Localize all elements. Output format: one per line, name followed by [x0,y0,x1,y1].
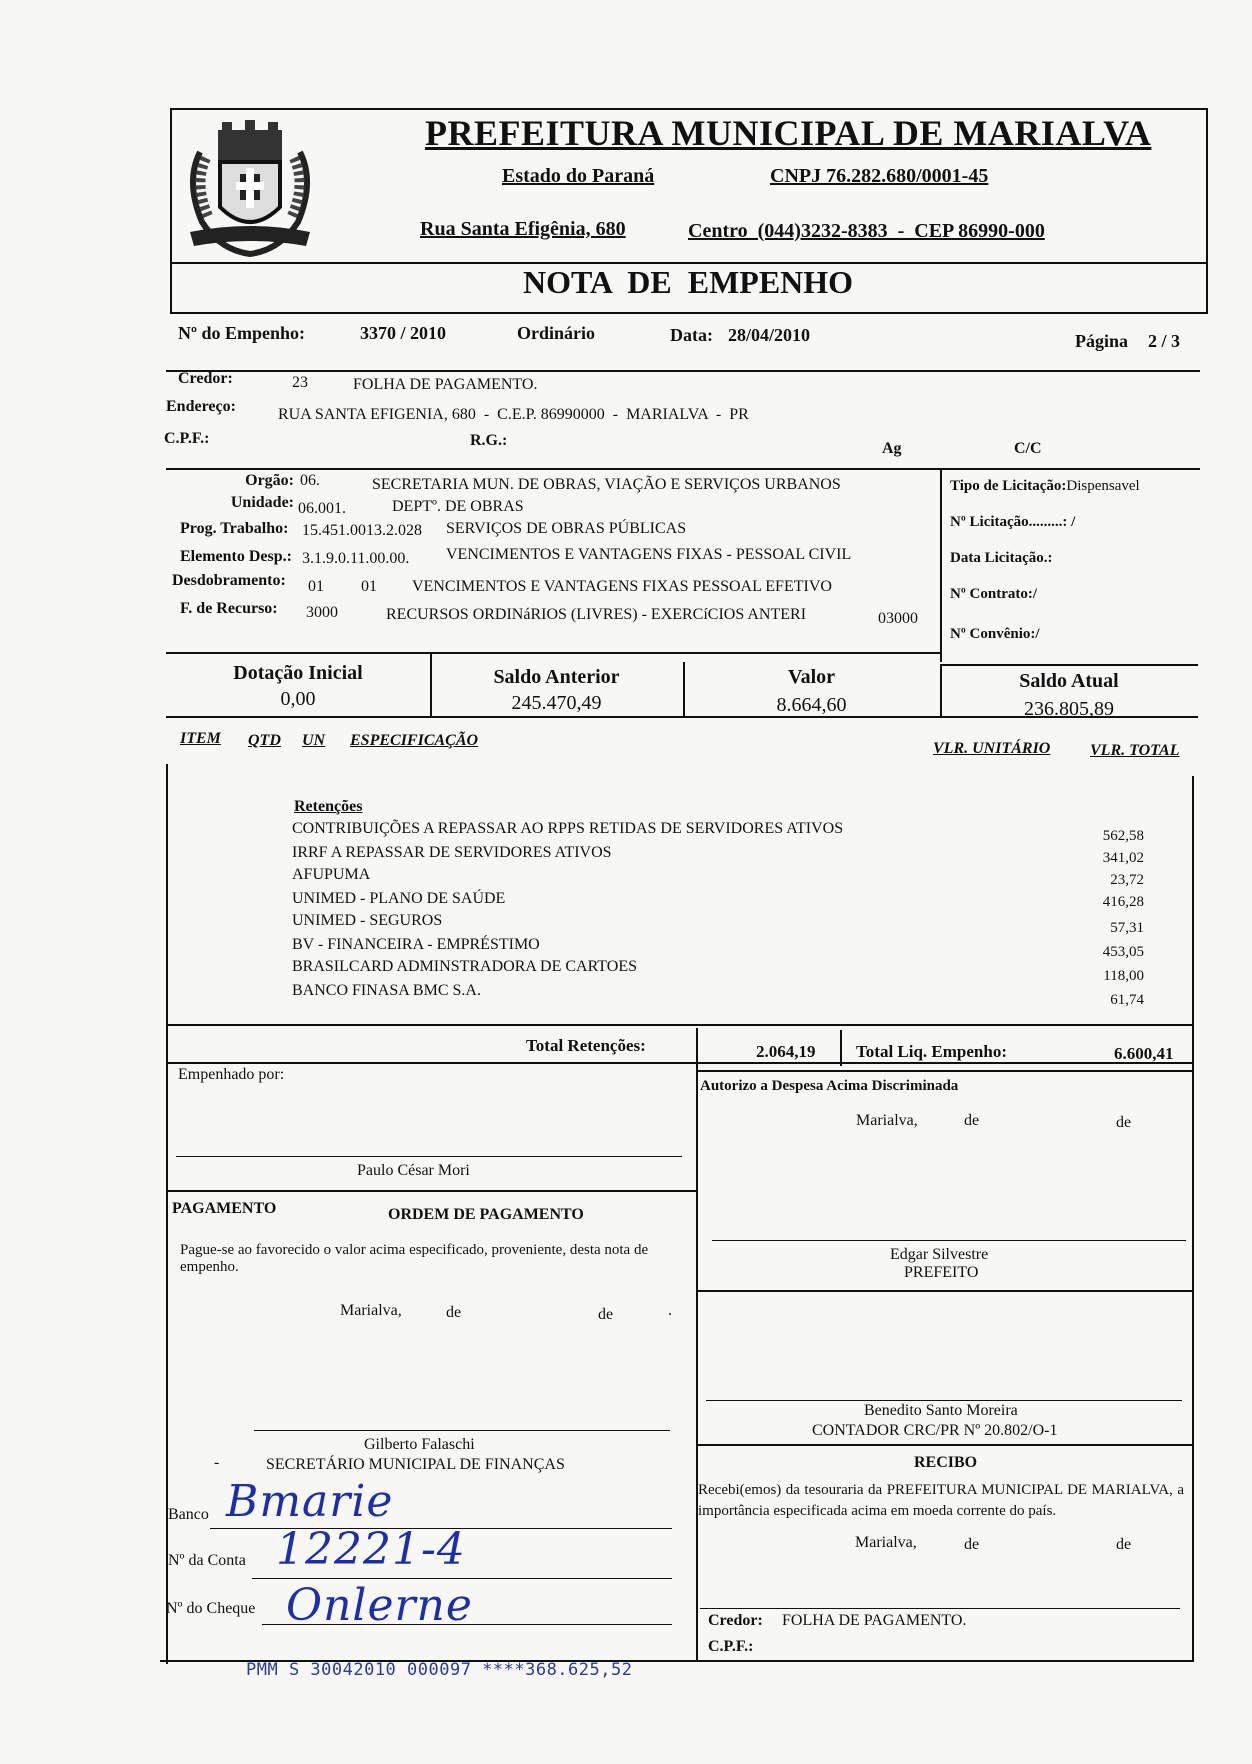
retencao-desc: BV - FINANCEIRA - EMPRÉSTIMO [292,936,540,953]
page-number: 2 / 3 [1148,331,1181,351]
contrato-label: Nº Contrato:/ [950,586,1038,602]
licitacao-tipo-value: Dispensavel [1066,478,1140,494]
desdobramento-code-2: 01 [361,578,377,595]
recibo-credor-value: FOLHA DE PAGAMENTO. [782,1612,967,1629]
empenho-number: 3370 / 2010 [360,323,447,343]
retencao-value: 118,00 [1103,968,1144,984]
list-item [292,890,1192,914]
endereco-label: Endereço: [166,398,236,415]
credor-name: FOLHA DE PAGAMENTO. [353,376,538,393]
list-item [292,820,1192,844]
page-label: Página [1075,331,1129,351]
prog-label: Prog. Trabalho: [180,520,289,537]
cnpj-label: CNPJ 76.282.680/0001-45 [770,165,989,187]
licitacao-tipo [950,478,1140,495]
desdobramento-code-1: 01 [308,578,324,595]
autorizo-de-2: de [1116,1114,1132,1131]
document-title: NOTA DE EMPENHO [522,264,854,300]
saldo-anterior-value: 245.470,49 [511,692,602,714]
recibo-cpf-label: C.P.F.: [708,1638,754,1655]
retencoes-title: Retenções [294,798,363,815]
empenhado-por-label: Empenhado por: [178,1066,285,1083]
unidade-desc: DEPTº. DE OBRAS [392,498,524,515]
total-retencoes-value: 2.064,19 [756,1042,816,1061]
orgao-label: Orgão: [245,472,294,489]
ordem-pagamento-label: ORDEM DE PAGAMENTO [388,1206,584,1223]
list-item [292,866,1192,890]
total-liquido-label: Total Liq. Empenho: [856,1042,1007,1061]
unidade-code: 06.001. [298,500,346,517]
pague-se-text: Pague-se ao favorecido o valor acima especificado, proveniente, desta nota de empenho. [180,1242,649,1275]
recibo-credor-label: Credor: [708,1612,763,1629]
autorizo-label: Autorizo a Despesa Acima Discriminada [700,1078,959,1094]
address-label: Rua Santa Efigênia, 680 [420,218,626,240]
ag-label: Ag [882,440,902,457]
retencao-desc: IRRF A REPASSAR DE SERVIDORES ATIVOS [292,844,612,861]
convenio-label: Nº Convênio:/ [950,626,1040,642]
orgao-code: 06. [300,472,320,489]
retencao-value: 341,02 [1102,850,1144,866]
ordem-de-1: de [446,1304,462,1321]
col-item: ITEM [180,730,221,747]
col-especificacao: ESPECIFICAÇÃO [350,732,479,749]
cheque-handwriting: Onlerne [286,1580,473,1631]
licitacao-date: Data Licitação.: [950,550,1053,566]
fonte-label: F. de Recurso: [180,600,278,617]
municipality-title: PREFEITURA MUNICIPAL DE MARIALVA [425,113,1152,153]
saldo-anterior-label: Saldo Anterior [493,666,620,688]
col-vlr-unitario: VLR. UNITÁRIO [933,740,1051,757]
secretario-name: Gilberto Falaschi [364,1436,475,1453]
retencao-desc: UNIMED - SEGUROS [292,912,443,929]
col-vlr-total: VLR. TOTAL [1090,742,1180,759]
cheque-label: Nº do Cheque [166,1600,256,1617]
list-item [292,982,1192,1006]
empenho-date-label: Data: [670,325,713,345]
conta-label: Nº da Conta [168,1552,246,1569]
col-qtd: QTD [248,732,281,749]
autorizo-de-1: de [964,1112,980,1129]
ordem-dot: . [668,1302,672,1319]
secretario-title: SECRETÁRIO MUNICIPAL DE FINANÇAS [266,1456,565,1473]
fonte-desc: RECURSOS ORDINáRIOS (LIVRES) - EXERCíCIOS ANTERI [386,606,807,623]
elemento-code: 3.1.9.0.11.00.00. [302,550,410,567]
retencao-value: 57,31 [1110,920,1144,936]
retencao-desc: UNIMED - PLANO DE SAÚDE [292,890,506,907]
endereco-value: RUA SANTA EFIGENIA, 680 - C.E.P. 86990000 - MARIALVA - PR [278,406,749,423]
desdobramento-label: Desdobramento: [172,572,286,589]
empenho-number-label: Nº do Empenho: [178,323,305,343]
prog-code: 15.451.0013.2.028 [302,522,422,539]
retencao-value: 453,05 [1102,944,1144,960]
coat-of-arms-icon [180,112,320,260]
state-label: Estado do Paraná [502,165,655,187]
banco-handwriting: Bmarie [226,1476,394,1527]
dotacao-value: 0,00 [280,688,316,710]
recibo-de-2: de [1116,1536,1132,1553]
banco-label: Banco [168,1506,209,1523]
col-un: UN [302,732,326,749]
retencao-desc: BRASILCARD ADMINSTRADORA DE CARTOES [292,958,638,975]
orgao-desc: SECRETARIA MUN. DE OBRAS, VIAÇÃO E SERVIÇOS URBANOS [372,476,841,493]
elemento-label: Elemento Desp.: [180,548,292,565]
valor-label: Valor [787,666,836,688]
contador-title: CONTADOR CRC/PR Nº 20.802/O-1 [812,1422,1058,1439]
prefeito-name: Edgar Silvestre [890,1246,989,1263]
list-item [292,958,1192,982]
retencao-desc: AFUPUMA [292,866,371,883]
unidade-label: Unidade: [230,494,294,511]
autorizo-marialva: Marialva, [856,1112,918,1129]
saldo-atual-value: 236.805,89 [1024,698,1114,720]
retencao-desc: BANCO FINASA BMC S.A. [292,982,481,999]
empenho-date: 28/04/2010 [728,325,811,345]
recibo-text: Recebi(emos) da tesouraria da PREFEITURA MUNICIPAL DE MARIALVA, a importância especificada acima em moeda corrente do país. [698,1482,1184,1519]
retencao-desc: CONTRIBUIÇÕES A REPASSAR AO RPPS RETIDAS DE SERVIDORES ATIVOS [292,820,844,837]
ordem-de-2: de [598,1306,614,1323]
total-liquido-value: 6.600,41 [1114,1044,1174,1063]
total-retencoes-label: Total Retenções: [526,1036,646,1055]
secretario-dash: - [214,1454,220,1471]
retencao-value: 416,28 [1102,894,1144,910]
elemento-desc: VENCIMENTOS E VANTAGENS FIXAS - PESSOAL CIVIL [446,546,852,563]
conta-handwriting: 12221-4 [276,1524,466,1575]
cpf-label: C.P.F.: [164,430,210,447]
list-item [292,844,1192,868]
cc-label: C/C [1014,440,1042,457]
credor-label: Credor: [178,370,233,387]
desdobramento-desc: VENCIMENTOS E VANTAGENS FIXAS PESSOAL EFETIVO [412,578,832,595]
retencao-value: 562,58 [1102,828,1144,844]
retencao-value: 23,72 [1110,872,1144,888]
licitacao-number: Nº Licitação.........: / [950,514,1076,530]
licitacao-tipo-label: Tipo de Licitação: [950,478,1067,494]
saldo-atual-label: Saldo Atual [1019,670,1119,692]
rg-label: R.G.: [470,432,508,449]
prefeito-title: PREFEITO [904,1264,979,1281]
payment-stamp: PMM S 30042010 000097 ****368.625,52 [246,1660,633,1680]
recibo-title: RECIBO [914,1454,978,1471]
prog-desc: SERVIÇOS DE OBRAS PÚBLICAS [446,520,687,537]
list-item [292,936,1192,960]
list-item [292,912,1192,936]
retencao-value: 61,74 [1110,992,1144,1008]
fonte-code: 3000 [306,604,338,621]
contador-name: Benedito Santo Moreira [864,1402,1018,1419]
empenho-type: Ordinário [517,323,596,343]
recibo-de-1: de [964,1536,980,1553]
ordem-marialva: Marialva, [340,1302,402,1319]
credor-code: 23 [292,374,308,391]
contact-label: Centro (044)3232-8383 - CEP 86990-000 [688,220,1045,242]
pagamento-label: PAGAMENTO [172,1200,277,1217]
valor-value: 8.664,60 [776,694,847,716]
fonte-extra: 03000 [878,610,918,627]
recibo-marialva: Marialva, [855,1534,917,1551]
dotacao-label: Dotação Inicial [233,662,363,684]
empenhado-por-name: Paulo César Mori [357,1162,470,1179]
